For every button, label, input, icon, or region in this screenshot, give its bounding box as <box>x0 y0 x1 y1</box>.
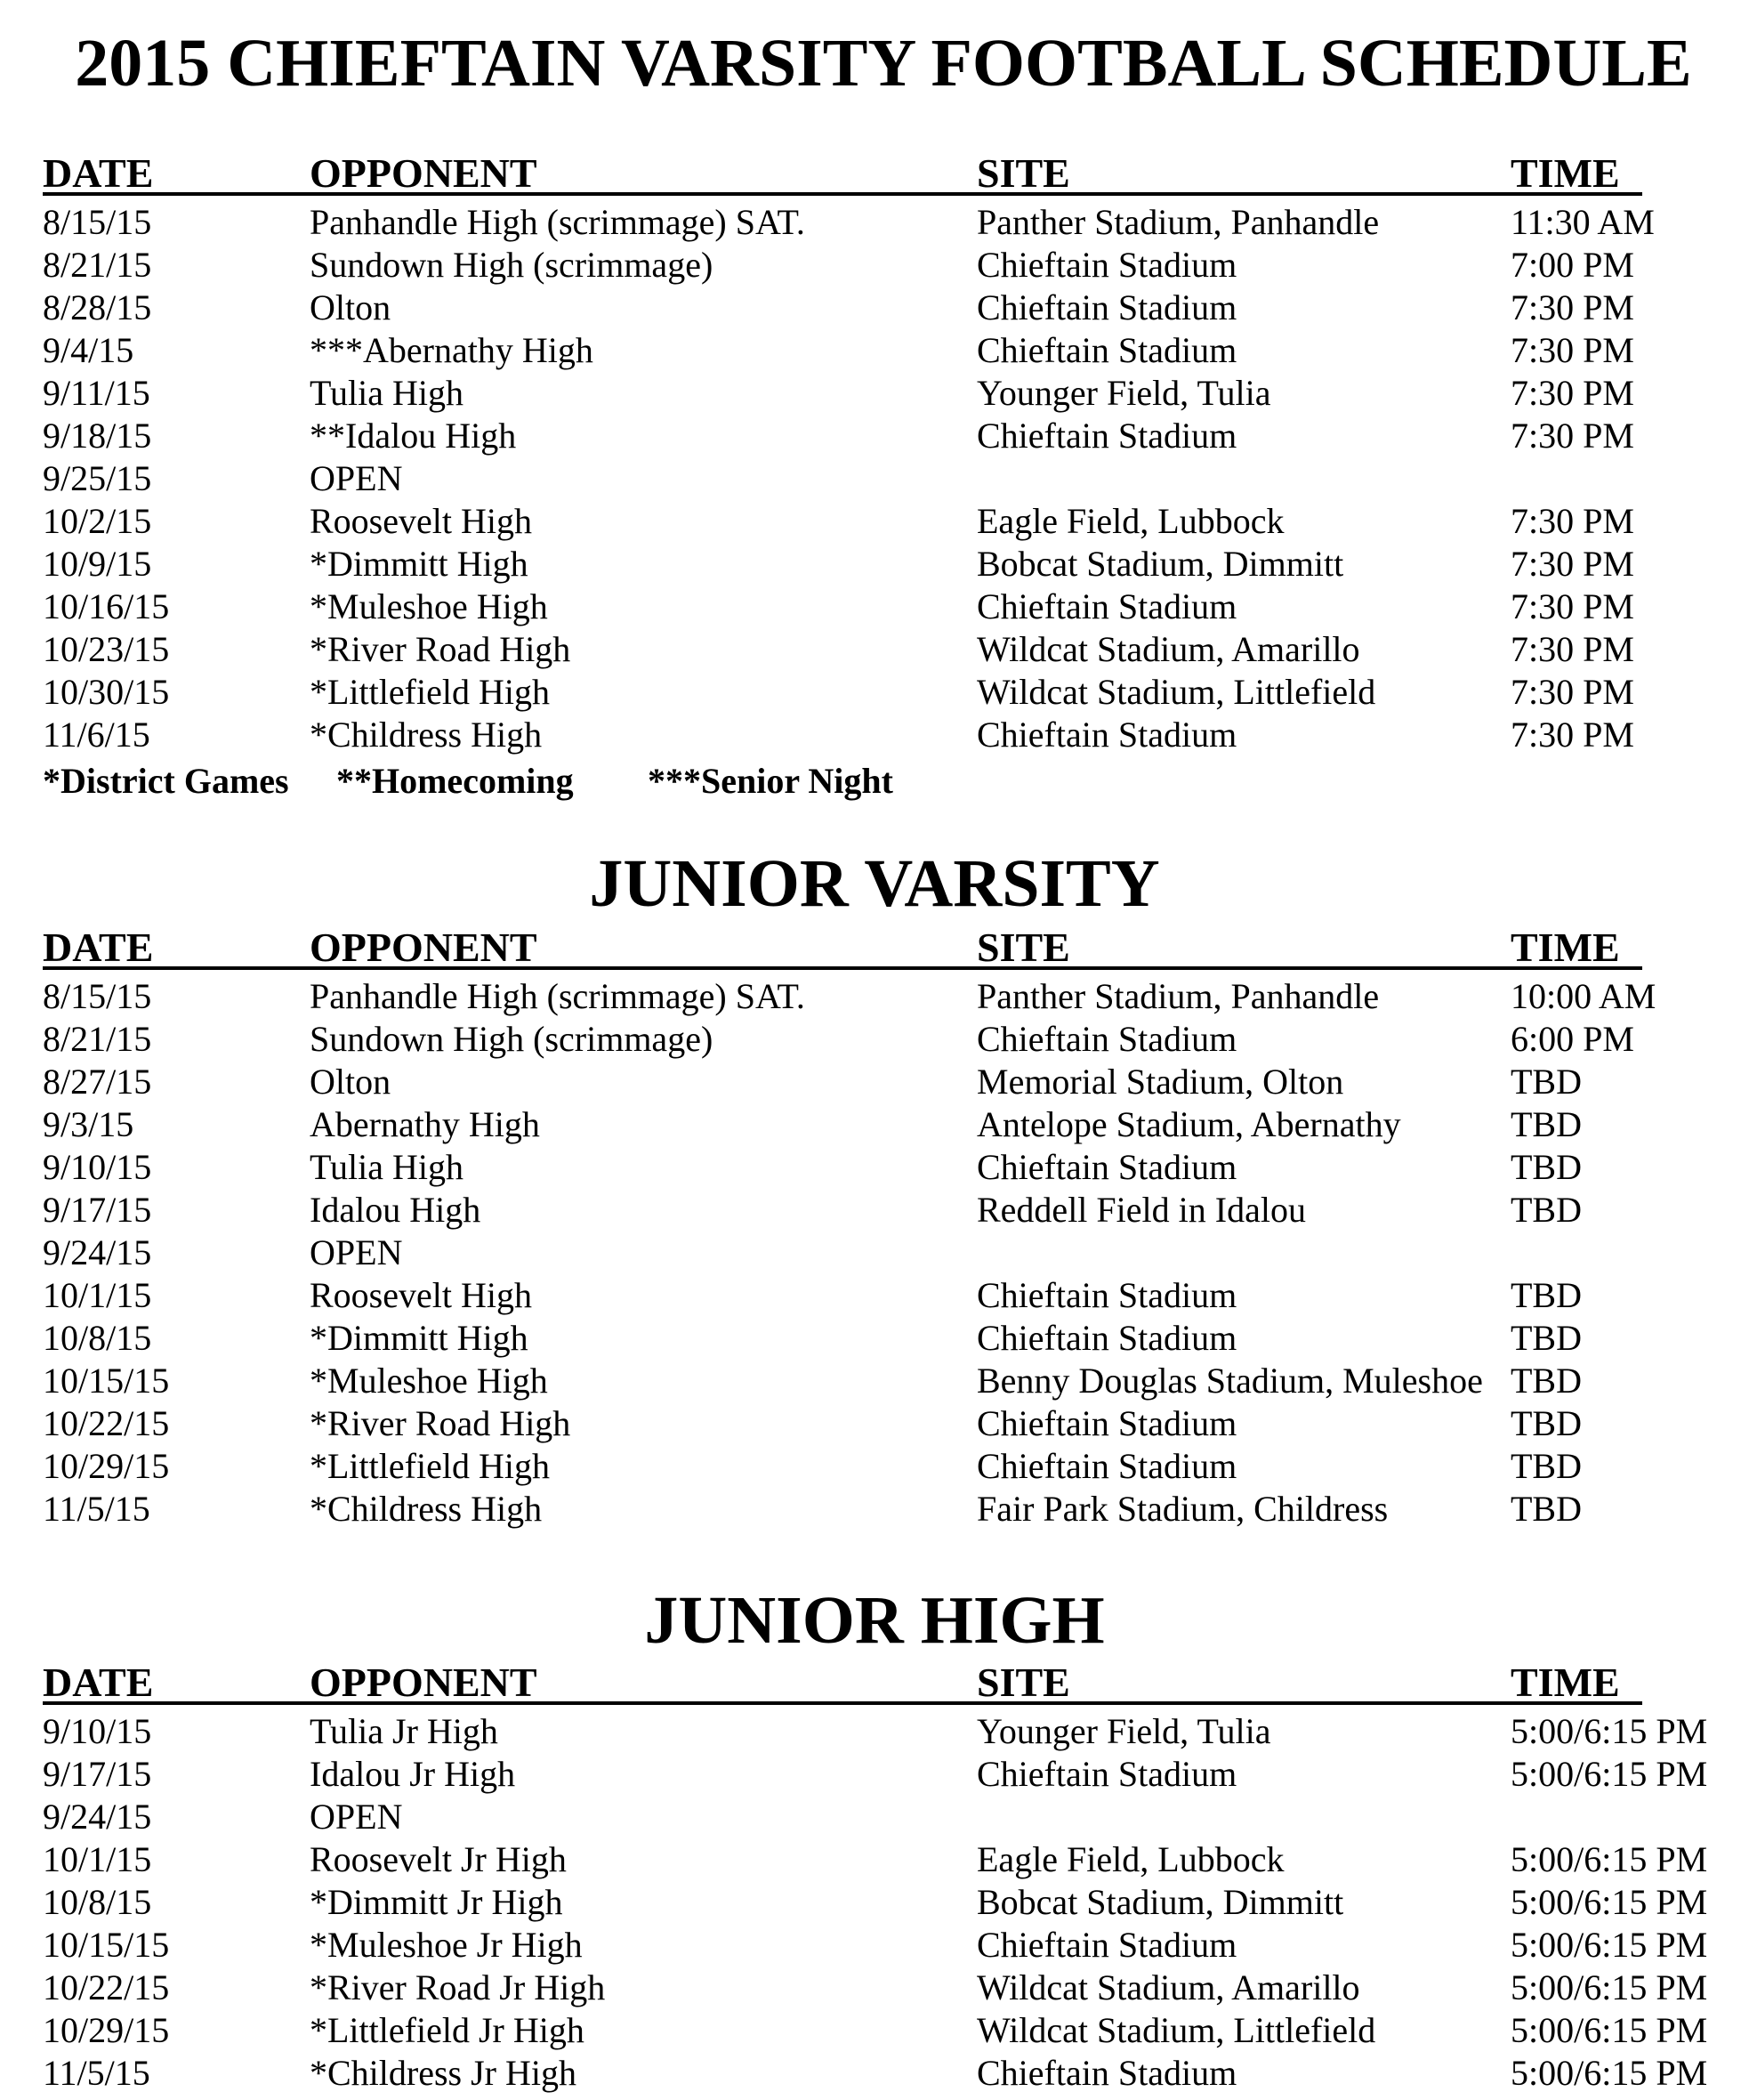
row-opponent: OPEN <box>310 1232 403 1272</box>
header-time: TIME <box>1511 1660 1620 1705</box>
row-opponent: Olton <box>310 1062 391 1102</box>
row-opponent: *Dimmitt High <box>310 544 528 584</box>
row-opponent: Olton <box>310 287 391 327</box>
row-date: 10/16/15 <box>43 586 170 626</box>
row-time: TBD <box>1511 1361 1582 1401</box>
table-row <box>43 1274 1733 1317</box>
row-opponent: OPEN <box>310 1797 403 1837</box>
row-time: TBD <box>1511 1446 1582 1486</box>
row-date: 9/4/15 <box>43 330 134 370</box>
row-time: 5:00/6:15 PM <box>1511 1882 1708 1922</box>
legend-senior-night: ***Senior Night <box>648 761 893 801</box>
row-opponent: Panhandle High (scrimmage) SAT. <box>310 976 805 1016</box>
row-date: 8/15/15 <box>43 976 152 1016</box>
row-opponent: Idalou Jr High <box>310 1754 516 1794</box>
row-date: 10/29/15 <box>43 2010 170 2050</box>
legend-homecoming: **Homecoming <box>336 761 574 801</box>
row-opponent: *River Road High <box>310 629 571 669</box>
table-row <box>43 372 1733 415</box>
row-site: Chieftain Stadium <box>977 1446 1237 1486</box>
table-row <box>43 1402 1733 1445</box>
row-site: Chieftain Stadium <box>977 330 1237 370</box>
row-opponent: *River Road High <box>310 1403 571 1443</box>
row-date: 10/30/15 <box>43 672 170 712</box>
table-row <box>43 2009 1733 2052</box>
row-site: Eagle Field, Lubbock <box>977 1839 1285 1879</box>
row-site: Panther Stadium, Panhandle <box>977 202 1380 242</box>
row-date: 10/15/15 <box>43 1925 170 1965</box>
row-date: 8/28/15 <box>43 287 152 327</box>
row-opponent: Sundown High (scrimmage) <box>310 1019 713 1059</box>
row-opponent: Tulia Jr High <box>310 1711 498 1751</box>
row-date: 10/2/15 <box>43 501 152 541</box>
row-date: 9/17/15 <box>43 1754 152 1794</box>
row-time: 5:00/6:15 PM <box>1511 1967 1708 2007</box>
row-site: Chieftain Stadium <box>977 586 1237 626</box>
header-rule <box>43 192 1642 196</box>
row-site: Chieftain Stadium <box>977 1275 1237 1315</box>
row-time: 10:00 AM <box>1511 976 1656 1016</box>
row-site: Chieftain Stadium <box>977 287 1237 327</box>
row-opponent: *Littlefield High <box>310 672 550 712</box>
row-date: 10/9/15 <box>43 544 152 584</box>
page-title: 2015 CHIEFTAIN VARSITY FOOTBALL SCHEDULE <box>75 26 1692 101</box>
row-time: 7:30 PM <box>1511 672 1634 712</box>
row-site: Chieftain Stadium <box>977 2053 1237 2093</box>
row-opponent: OPEN <box>310 458 403 498</box>
row-time: 7:00 PM <box>1511 245 1634 285</box>
table-row <box>43 1488 1733 1531</box>
legend <box>43 760 1733 803</box>
row-site: Memorial Stadium, Olton <box>977 1062 1344 1102</box>
row-date: 10/1/15 <box>43 1839 152 1879</box>
row-opponent: Roosevelt High <box>310 501 532 541</box>
row-site: Reddell Field in Idalou <box>977 1190 1306 1230</box>
table-row <box>43 1881 1733 1924</box>
table-row <box>43 500 1733 543</box>
jh-schedule-table <box>43 1710 1733 2095</box>
row-opponent: *Littlefield High <box>310 1446 550 1486</box>
row-date: 10/29/15 <box>43 1446 170 1486</box>
row-time: TBD <box>1511 1403 1582 1443</box>
row-site: Chieftain Stadium <box>977 1147 1237 1187</box>
row-time: 7:30 PM <box>1511 416 1634 456</box>
table-row <box>43 1232 1733 1274</box>
row-opponent: Tulia High <box>310 373 464 413</box>
table-row <box>43 628 1733 671</box>
row-site: Chieftain Stadium <box>977 1925 1237 1965</box>
header-opponent: OPPONENT <box>310 150 537 196</box>
row-time: 11:30 AM <box>1511 202 1655 242</box>
row-site: Fair Park Stadium, Childress <box>977 1489 1389 1529</box>
table-row <box>43 1103 1733 1146</box>
table-row <box>43 543 1733 586</box>
row-date: 10/22/15 <box>43 1967 170 2007</box>
row-opponent: *Childress Jr High <box>310 2053 576 2093</box>
header-opponent: OPPONENT <box>310 925 537 970</box>
row-site: Wildcat Stadium, Amarillo <box>977 1967 1360 2007</box>
row-opponent: *Littlefield Jr High <box>310 2010 584 2050</box>
row-site: Wildcat Stadium, Amarillo <box>977 629 1360 669</box>
row-time: 7:30 PM <box>1511 373 1634 413</box>
row-opponent: Panhandle High (scrimmage) SAT. <box>310 202 805 242</box>
varsity-header-row <box>43 149 1644 198</box>
row-site: Younger Field, Tulia <box>977 1711 1271 1751</box>
row-date: 10/23/15 <box>43 629 170 669</box>
row-site: Wildcat Stadium, Littlefield <box>977 2010 1376 2050</box>
row-time: TBD <box>1511 1104 1582 1144</box>
row-opponent: *Muleshoe High <box>310 586 548 626</box>
header-site: SITE <box>977 1660 1070 1705</box>
row-opponent: Roosevelt Jr High <box>310 1839 567 1879</box>
row-time: 5:00/6:15 PM <box>1511 2053 1708 2093</box>
legend-district: *District Games <box>43 761 289 801</box>
header-site: SITE <box>977 150 1070 196</box>
table-row <box>43 2052 1733 2095</box>
table-row <box>43 1753 1733 1796</box>
table-row <box>43 1317 1733 1360</box>
row-site: Wildcat Stadium, Littlefield <box>977 672 1376 712</box>
table-row <box>43 329 1733 372</box>
table-row <box>43 1146 1733 1189</box>
row-time: TBD <box>1511 1062 1582 1102</box>
row-opponent: Sundown High (scrimmage) <box>310 245 713 285</box>
table-row <box>43 1924 1733 1967</box>
row-opponent: *Childress High <box>310 715 543 755</box>
table-row <box>43 1360 1733 1402</box>
table-row <box>43 1967 1733 2009</box>
header-rule <box>43 966 1642 970</box>
table-row <box>43 1189 1733 1232</box>
table-row <box>43 714 1733 756</box>
table-row <box>43 457 1733 500</box>
row-site: Chieftain Stadium <box>977 416 1237 456</box>
row-site: Benny Douglas Stadium, Muleshoe <box>977 1361 1483 1401</box>
row-date: 10/8/15 <box>43 1882 152 1922</box>
row-opponent: *Dimmitt High <box>310 1318 528 1358</box>
row-site: Younger Field, Tulia <box>977 373 1271 413</box>
row-time: 7:30 PM <box>1511 544 1634 584</box>
row-time: 7:30 PM <box>1511 501 1634 541</box>
row-date: 9/18/15 <box>43 416 152 456</box>
jh-header-row <box>43 1659 1644 1707</box>
row-site: Panther Stadium, Panhandle <box>977 976 1380 1016</box>
row-date: 8/15/15 <box>43 202 152 242</box>
row-date: 9/24/15 <box>43 1797 152 1837</box>
row-site: Chieftain Stadium <box>977 1318 1237 1358</box>
row-opponent: **Idalou High <box>310 416 517 456</box>
row-date: 8/27/15 <box>43 1062 152 1102</box>
jv-header-row <box>43 924 1644 972</box>
row-time: TBD <box>1511 1318 1582 1358</box>
row-time: 7:30 PM <box>1511 586 1634 626</box>
row-time: 7:30 PM <box>1511 330 1634 370</box>
row-site: Chieftain Stadium <box>977 1403 1237 1443</box>
header-opponent: OPPONENT <box>310 1660 537 1705</box>
row-opponent: Idalou High <box>310 1190 481 1230</box>
row-time: 5:00/6:15 PM <box>1511 1839 1708 1879</box>
row-time: 5:00/6:15 PM <box>1511 1925 1708 1965</box>
row-time: TBD <box>1511 1489 1582 1529</box>
table-row <box>43 975 1733 1018</box>
jv-schedule-table <box>43 975 1733 1531</box>
header-time: TIME <box>1511 925 1620 970</box>
row-date: 9/25/15 <box>43 458 152 498</box>
header-time: TIME <box>1511 150 1620 196</box>
row-site: Chieftain Stadium <box>977 715 1237 755</box>
row-date: 10/15/15 <box>43 1361 170 1401</box>
row-time: 5:00/6:15 PM <box>1511 2010 1708 2050</box>
row-opponent: Tulia High <box>310 1147 464 1187</box>
row-site: Bobcat Stadium, Dimmitt <box>977 544 1344 584</box>
jh-section-title: JUNIOR HIGH <box>644 1583 1105 1658</box>
row-date: 9/11/15 <box>43 373 150 413</box>
table-row <box>43 1061 1733 1103</box>
row-site: Bobcat Stadium, Dimmitt <box>977 1882 1344 1922</box>
row-opponent: *Muleshoe Jr High <box>310 1925 583 1965</box>
row-time: 7:30 PM <box>1511 629 1634 669</box>
row-opponent: Roosevelt High <box>310 1275 532 1315</box>
table-row <box>43 1838 1733 1881</box>
header-date: DATE <box>43 1660 154 1705</box>
table-row <box>43 1710 1733 1753</box>
table-row <box>43 201 1733 244</box>
row-date: 8/21/15 <box>43 245 152 285</box>
row-site: Chieftain Stadium <box>977 1019 1237 1059</box>
row-time: 6:00 PM <box>1511 1019 1634 1059</box>
table-row <box>43 415 1733 457</box>
table-row <box>43 1445 1733 1488</box>
row-date: 8/21/15 <box>43 1019 152 1059</box>
row-date: 9/10/15 <box>43 1711 152 1751</box>
header-rule <box>43 1701 1642 1705</box>
row-site: Antelope Stadium, Abernathy <box>977 1104 1401 1144</box>
row-date: 10/8/15 <box>43 1318 152 1358</box>
row-time: 7:30 PM <box>1511 715 1634 755</box>
row-date: 9/10/15 <box>43 1147 152 1187</box>
row-opponent: Abernathy High <box>310 1104 540 1144</box>
table-row <box>43 1796 1733 1838</box>
row-time: 7:30 PM <box>1511 287 1634 327</box>
header-date: DATE <box>43 150 154 196</box>
table-row <box>43 1018 1733 1061</box>
row-time: 5:00/6:15 PM <box>1511 1754 1708 1794</box>
table-row <box>43 671 1733 714</box>
row-date: 11/6/15 <box>43 715 150 755</box>
row-site: Chieftain Stadium <box>977 245 1237 285</box>
row-time: TBD <box>1511 1147 1582 1187</box>
row-opponent: ***Abernathy High <box>310 330 593 370</box>
row-site: Chieftain Stadium <box>977 1754 1237 1794</box>
row-date: 11/5/15 <box>43 1489 150 1529</box>
row-date: 9/3/15 <box>43 1104 134 1144</box>
row-date: 10/1/15 <box>43 1275 152 1315</box>
jv-section-title: JUNIOR VARSITY <box>589 846 1160 921</box>
row-date: 9/24/15 <box>43 1232 152 1272</box>
table-row <box>43 287 1733 329</box>
varsity-schedule-table <box>43 201 1733 756</box>
row-date: 11/5/15 <box>43 2053 150 2093</box>
row-time: TBD <box>1511 1275 1582 1315</box>
row-date: 9/17/15 <box>43 1190 152 1230</box>
table-row <box>43 244 1733 287</box>
row-opponent: *Muleshoe High <box>310 1361 548 1401</box>
row-site: Eagle Field, Lubbock <box>977 501 1285 541</box>
row-opponent: *River Road Jr High <box>310 1967 606 2007</box>
header-date: DATE <box>43 925 154 970</box>
header-site: SITE <box>977 925 1070 970</box>
row-date: 10/22/15 <box>43 1403 170 1443</box>
row-time: TBD <box>1511 1190 1582 1230</box>
table-row <box>43 586 1733 628</box>
row-time: 5:00/6:15 PM <box>1511 1711 1708 1751</box>
row-opponent: *Childress High <box>310 1489 543 1529</box>
row-opponent: *Dimmitt Jr High <box>310 1882 563 1922</box>
